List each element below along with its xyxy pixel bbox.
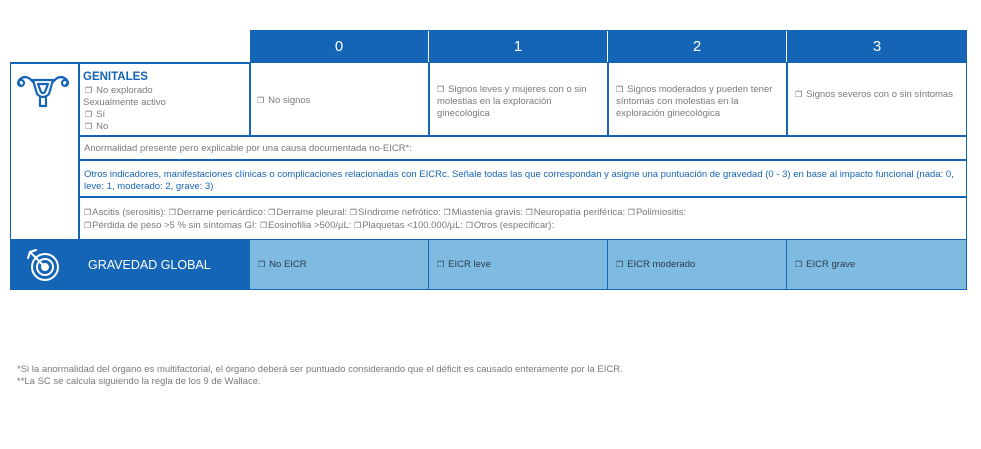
divider (78, 196, 967, 198)
condition-label: Otros (especificar): (473, 220, 555, 231)
checkbox-icon: ❒ (437, 85, 445, 94)
checkbox-icon: ❒ (525, 208, 533, 217)
organ-title: GENITALES (83, 71, 148, 83)
condition-plaquetas[interactable] (354, 220, 463, 231)
divider (428, 62, 430, 136)
divider (607, 62, 609, 136)
condition-label: Pérdida de peso >5 % sin síntomas GI: (92, 220, 258, 231)
uterus-icon (16, 70, 70, 110)
checkbox-icon: ❒ (795, 260, 803, 269)
footnote-2: **La SC se calcula siguiendo la regla de los 9 de Wallace. (17, 376, 261, 387)
condition-miastenia-gravis[interactable] (444, 207, 523, 218)
checkbox-icon: ❒ (168, 208, 176, 217)
global-option-label: EICR leve (448, 259, 491, 270)
checkbox-icon: ❒ (85, 110, 93, 119)
condition-ascitis[interactable] (84, 207, 166, 218)
condition-neuropatia-periferica[interactable] (526, 207, 626, 218)
option-label: Sí (96, 109, 106, 120)
divider (78, 62, 80, 240)
checkbox-icon: ❒ (85, 122, 93, 131)
condition-label: Derrame pericárdico: (176, 207, 266, 218)
checkbox-icon: ❒ (616, 85, 624, 94)
conditions-line-1 (84, 207, 962, 219)
condition-derrame-pericardico[interactable] (169, 207, 266, 218)
grade-cell-label: Signos leves y mujeres con o sin molestias en la exploración ginecológica (437, 84, 587, 119)
checkbox-icon: ❒ (259, 221, 268, 230)
global-option-3[interactable] (787, 240, 967, 290)
conditions-line-2 (84, 220, 962, 232)
grade-cell-0[interactable] (257, 95, 422, 107)
checkbox-icon: ❒ (465, 221, 473, 230)
condition-label: Plaquetas <100.000/µL: (362, 220, 464, 231)
option-label: Sexualmente activo (83, 97, 166, 108)
global-option-0[interactable] (250, 240, 429, 290)
condition-eosinofilia[interactable] (260, 220, 352, 231)
global-option-label: EICR grave (806, 259, 856, 270)
condition-derrame-pleural[interactable] (268, 207, 347, 218)
grade-header-0: 0 (250, 31, 429, 62)
option-no-explorado[interactable] (83, 85, 247, 97)
organ-top-line (10, 62, 250, 64)
option-sexualmente-activo (83, 97, 247, 109)
checkbox-icon: ❒ (84, 208, 92, 217)
option-label: No explorado (96, 85, 153, 96)
global-option-1[interactable] (429, 240, 608, 290)
condition-label: Eosinofilia >500/µL: (268, 220, 352, 231)
condition-polimiositis[interactable] (628, 207, 686, 218)
option-si[interactable] (83, 109, 247, 121)
divider (78, 135, 967, 137)
checkbox-icon: ❒ (84, 221, 92, 230)
divider (249, 62, 251, 136)
condition-label: Síndrome nefrótico: (357, 207, 441, 218)
checkbox-icon: ❒ (437, 260, 445, 269)
global-severity-label: GRAVEDAD GLOBAL (88, 258, 211, 272)
condition-otros[interactable] (466, 220, 554, 231)
checkbox-icon: ❒ (268, 208, 276, 217)
condition-label: Derrame pleural: (276, 207, 348, 218)
global-severity-label-cell (10, 240, 250, 290)
grade-cell-label: No signos (268, 95, 311, 106)
grade-cell-1[interactable] (437, 84, 602, 120)
other-indicators-text: Otros indicadores, manifestaciones clínicas o complicaciones relacionadas con EICRc. Señale todas las que correspondan y asigne una puntuación de gravedad (0 - 3) en base al impacto funcional (nada: 0, leve: 1, moderado: 2, grave: 3) (84, 169, 954, 192)
condition-label: Ascitis (serositis): (92, 207, 167, 218)
global-option-label: No EICR (269, 259, 307, 270)
abnormality-text: Anormalidad presente pero explicable por una causa documentada no-EICR*: (84, 143, 412, 154)
option-no[interactable] (83, 121, 247, 133)
condition-perdida-peso[interactable] (84, 220, 257, 231)
condition-label: Neuropatía periférica: (533, 207, 626, 218)
global-option-label: EICR moderado (627, 259, 696, 270)
grade-cell-label: Signos severos con o sin síntomas (806, 89, 953, 100)
grade-cell-label: Signos moderados y pueden tener síntomas con molestias en la exploración ginecológica (616, 84, 773, 119)
global-option-2[interactable] (608, 240, 787, 290)
checkbox-icon: ❒ (349, 208, 357, 217)
condition-sindrome-nefrotico[interactable] (350, 207, 441, 218)
checkbox-icon: ❒ (257, 96, 265, 105)
divider (78, 159, 967, 161)
option-label: No (96, 121, 109, 132)
grade-header-1: 1 (429, 31, 608, 62)
checkbox-icon: ❒ (85, 86, 93, 95)
footnote-1: *Si la anormalidad del órgano es multifactorial, el órgano deberá ser puntuado considerando que el déficit es causado enteramente por la EICR. (17, 364, 623, 375)
checkbox-icon: ❒ (258, 260, 266, 269)
checkbox-icon: ❒ (354, 221, 362, 230)
checkbox-icon: ❒ (616, 260, 624, 269)
target-icon (24, 246, 64, 284)
grade-cell-2[interactable] (616, 84, 781, 120)
grade-cell-3[interactable] (795, 89, 960, 101)
grade-header-2: 2 (608, 31, 787, 62)
checkbox-icon: ❒ (627, 208, 635, 217)
checkbox-icon: ❒ (795, 90, 803, 99)
condition-label: Miastenia gravis: (451, 207, 523, 218)
organ-label-cell (83, 71, 247, 133)
condition-label: Polimiositis: (635, 207, 687, 218)
divider (786, 62, 788, 136)
grade-header-3: 3 (787, 31, 967, 62)
checkbox-icon: ❒ (443, 208, 451, 217)
